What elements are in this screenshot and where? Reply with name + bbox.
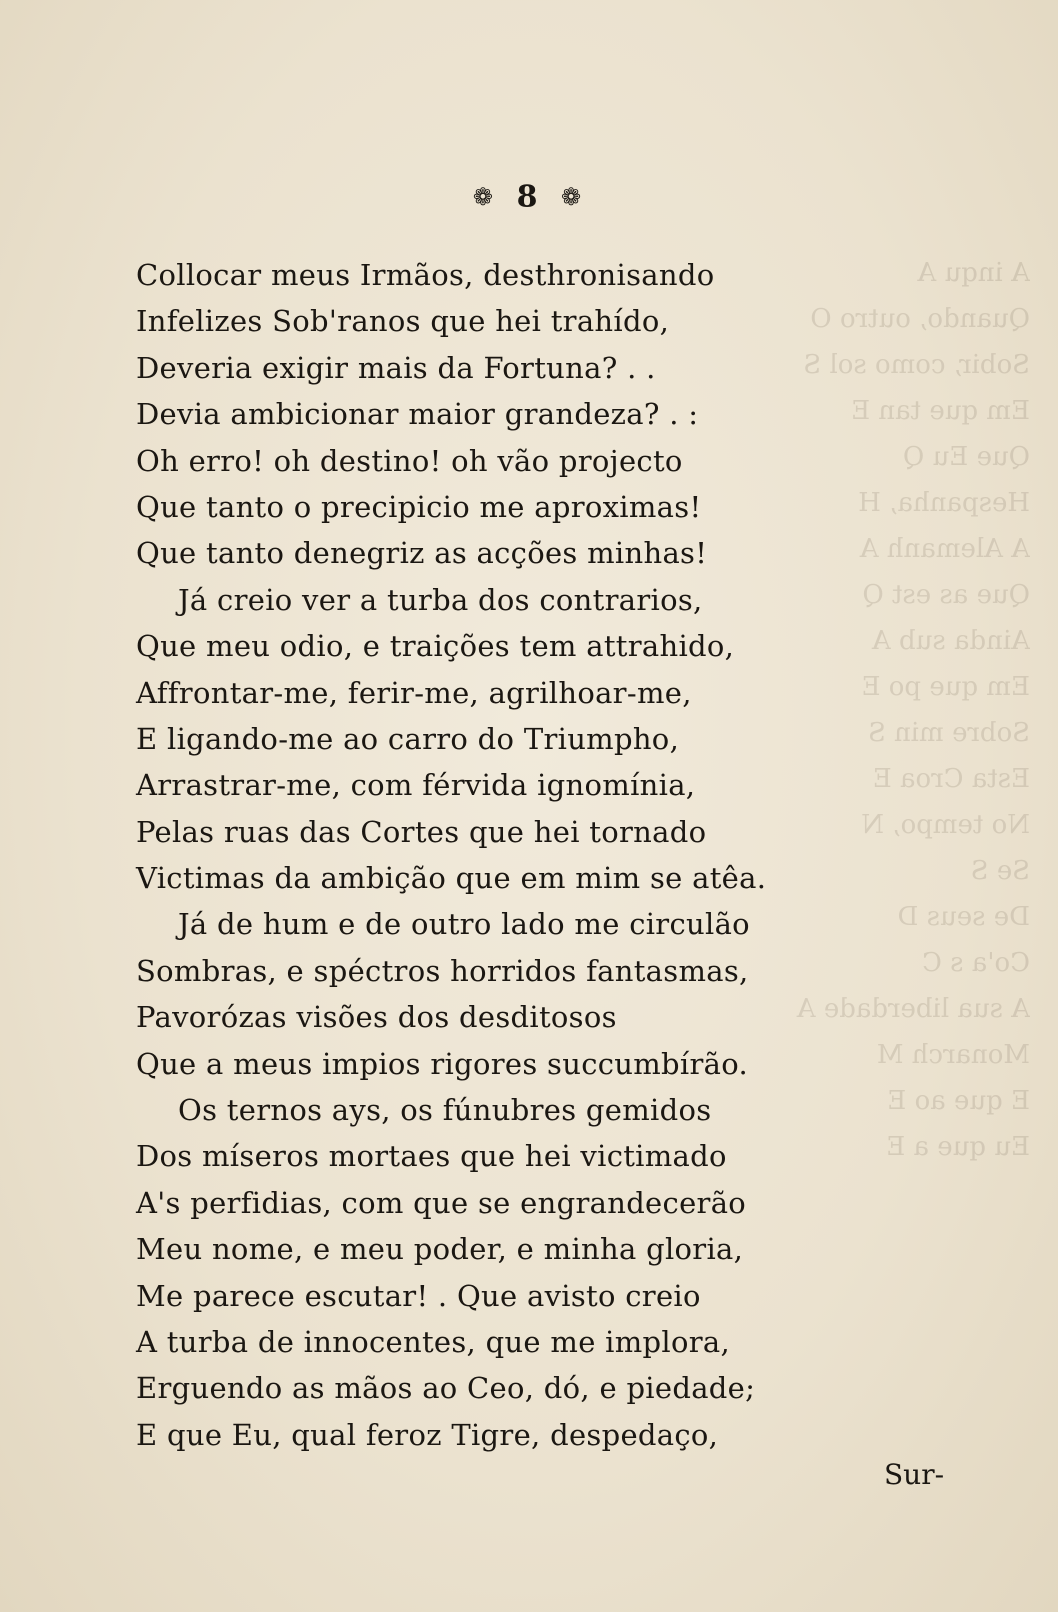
verse-line: Me parece escutar! . Que avisto creio bbox=[136, 1278, 701, 1313]
verse-line: Collocar meus Irmãos, desthronisando bbox=[136, 258, 715, 292]
verse-line: E ligando-me ao carro do Triumpho, bbox=[136, 721, 680, 756]
verse-line: Deveria exigir mais da Fortuna? . . bbox=[136, 350, 656, 385]
verse-line: Dos míseros mortaes que hei victimado bbox=[136, 1139, 727, 1174]
verse-line: Que meu odio, e traições tem attrahido, bbox=[136, 629, 735, 664]
verse-line: Meu nome, e meu poder, e minha gloria, bbox=[136, 1232, 744, 1267]
ornament-left-icon: ❁ bbox=[472, 183, 498, 211]
verse-line: Pelas ruas das Cortes que hei tornado bbox=[136, 814, 707, 849]
catchword: Sur- bbox=[884, 1458, 945, 1491]
verse-line: E que Eu, qual feroz Tigre, despedaço, bbox=[136, 1417, 719, 1452]
verse-line: A's perfidias, com que se engrandecerão bbox=[136, 1185, 747, 1220]
verse-line: Arrastrar-me, com férvida ignomínia, bbox=[136, 768, 696, 803]
verse-line: Victimas da ambição que em mim se atêa. bbox=[136, 861, 767, 896]
verse-line: Devia ambicionar maior grandeza? . : bbox=[136, 397, 699, 432]
verse-line: Infelizes Sob'ranos que hei trahído, bbox=[136, 304, 670, 339]
ornament-right-icon: ❁ bbox=[560, 183, 586, 211]
verse-line: Já creio ver a turba dos contrarios, bbox=[178, 582, 703, 617]
page-header bbox=[0, 178, 1058, 215]
verse-line: Pavorózas visões dos desditosos bbox=[136, 1000, 617, 1035]
verse-line: Erguendo as mãos ao Ceo, dó, e piedade; bbox=[136, 1371, 756, 1406]
verse-line: Affrontar-me, ferir-me, agrilhoar-me, bbox=[136, 675, 692, 710]
page-number: 8 bbox=[516, 179, 542, 215]
verse-line: Os ternos ays, os fúnubres gemidos bbox=[178, 1093, 712, 1128]
poem-body bbox=[136, 252, 856, 1458]
verse-line: Já de hum e de outro lado me circulão bbox=[178, 907, 750, 942]
verse-line: Que a meus impios rigores succumbírão. bbox=[136, 1046, 749, 1081]
verse-line: Que tanto denegriz as acções minhas! bbox=[136, 536, 708, 571]
verse-line: Oh erro! oh destino! oh vão projecto bbox=[136, 443, 683, 478]
verse-line: Sombras, e spéctros horridos fantasmas, bbox=[136, 953, 749, 988]
verse-line: Que tanto o precipicio me aproximas! bbox=[136, 489, 702, 524]
reverse-side-bleed-through: A inqu A Quando, outro O Sobir, como sol S Em que tan E Que Eu Q Hespanha, H A Alemanh A Que as est Q Ainda sub A Em que po E Sobre min S Esta Croa E No tempo, N Se S De seus D Co'a s C A sua liberdade A Monarch M E que ao E Eu que a E bbox=[796, 258, 1030, 1162]
verse-line: A turba de innocentes, que me implora, bbox=[136, 1324, 731, 1359]
